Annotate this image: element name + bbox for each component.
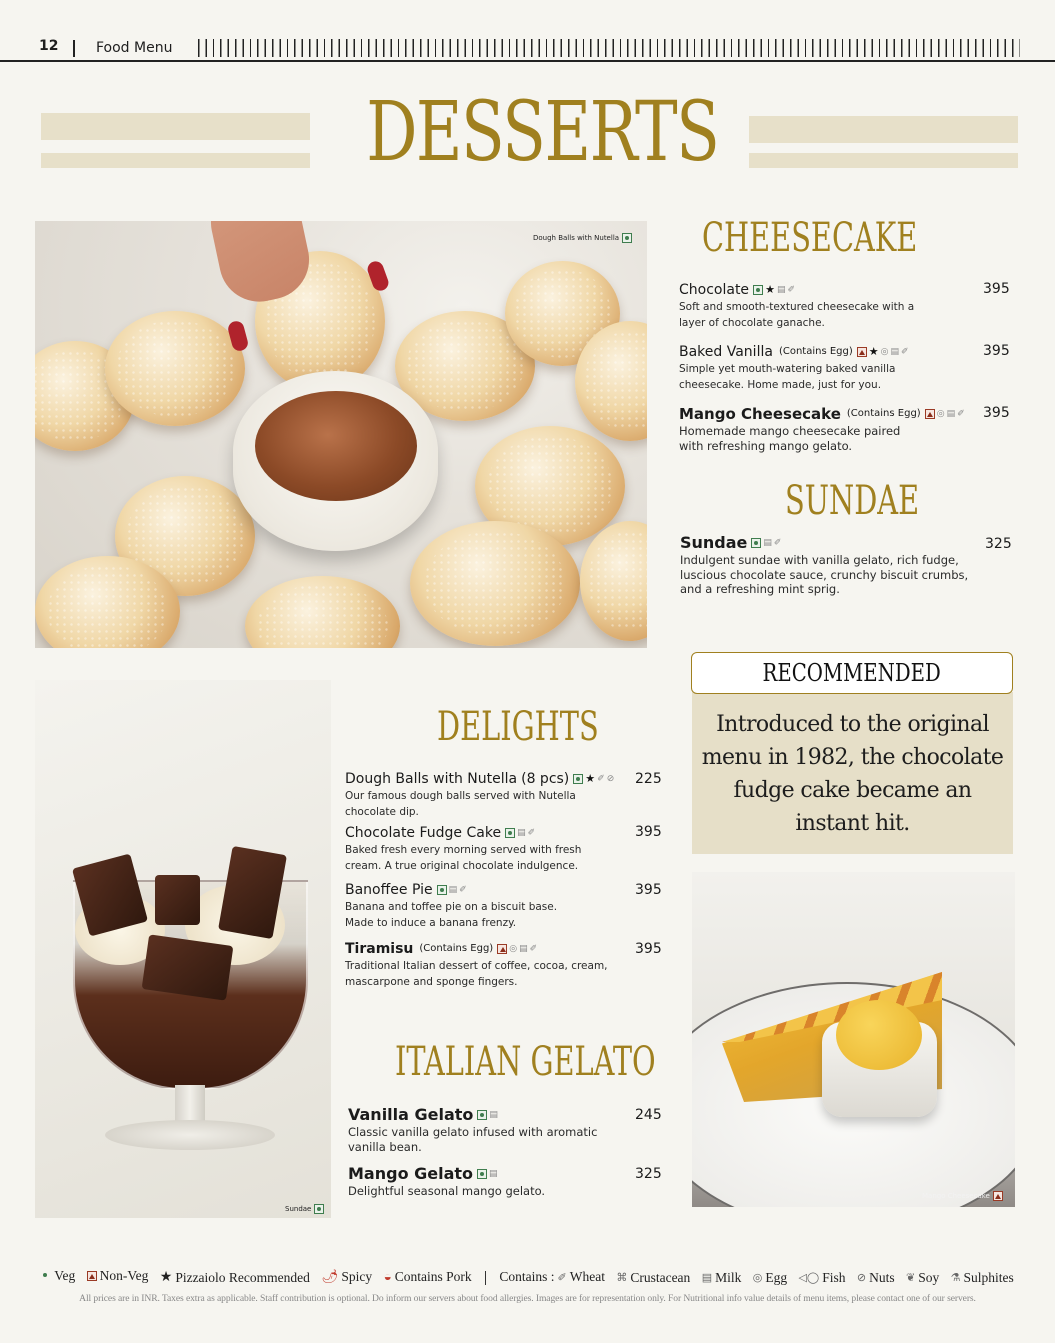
item-price: 395 xyxy=(983,281,1010,297)
wheat-icon: ✐ xyxy=(787,285,795,295)
title-bar-right-top xyxy=(749,116,1018,143)
item-description: Baked fresh every morning served with fresh cream. A true original chocolate indulgence. xyxy=(345,844,582,872)
milk-icon: ▤ xyxy=(776,285,786,295)
veg-icon xyxy=(437,885,447,895)
nuts-icon: ⊘ xyxy=(856,1272,867,1284)
menu-item xyxy=(345,770,635,820)
item-price: 245 xyxy=(635,1107,662,1123)
veg-icon xyxy=(573,774,583,784)
item-note: (Contains Egg) xyxy=(846,408,921,419)
milk-icon: ▤ xyxy=(517,828,526,838)
mango-cheesecake-photo xyxy=(692,872,1015,1207)
fish-icon: ◁◯ xyxy=(798,1272,820,1284)
legend: Veg Non-Veg ★ Pizzaiolo Recommended 🌶 Spicy ◒ Contains Pork Contains : ✐ Wheat ⌘ Crustacean ▤ Milk ◎ Egg ◁◯ Fish ⊘ Nuts ❦ Soy ⚗ Sulphites xyxy=(0,1268,1055,1286)
egg-icon: ◎ xyxy=(936,409,945,419)
wheat-icon: ✐ xyxy=(529,944,538,954)
item-price: 395 xyxy=(983,405,1010,421)
header-title: Food Menu xyxy=(96,40,173,56)
veg-icon xyxy=(41,1271,51,1281)
sundae-photo xyxy=(35,680,331,1218)
non-veg-icon xyxy=(993,1191,1003,1201)
egg-icon: ◎ xyxy=(752,1272,763,1284)
decorative-ticks xyxy=(198,39,1020,57)
legend-divider xyxy=(485,1271,486,1285)
wheat-icon: ✐ xyxy=(557,1271,567,1284)
nutella-dip xyxy=(233,371,438,551)
milk-icon: ▤ xyxy=(946,409,956,419)
section-title-delights: DELIGHTS xyxy=(437,704,599,750)
item-name: Banoffee Pie xyxy=(345,882,433,898)
item-description: Our famous dough balls served with Nutella chocolate dip. xyxy=(345,790,576,818)
section-title-cheesecake: CHEESECAKE xyxy=(702,215,918,261)
item-name: Dough Balls with Nutella xyxy=(345,771,518,787)
wheat-icon: ✐ xyxy=(527,828,536,838)
item-name: Tiramisu xyxy=(345,941,414,957)
section-title-sundae: SUNDAE xyxy=(785,478,920,524)
menu-item xyxy=(345,940,635,990)
title-bar-right-bottom xyxy=(749,153,1018,168)
menu-item xyxy=(679,281,1009,331)
item-price: 395 xyxy=(983,343,1010,359)
non-veg-icon xyxy=(87,1271,97,1281)
milk-icon: ▤ xyxy=(448,885,458,895)
star-icon: ★ xyxy=(868,345,879,358)
recommended-text: Introduced to the original menu in 1982, the chocolate fudge cake became an instant hit. xyxy=(701,712,1004,836)
veg-icon xyxy=(622,233,632,243)
veg-icon xyxy=(505,828,515,838)
photo-caption: Dough Balls with Nutella xyxy=(533,233,632,243)
veg-icon xyxy=(314,1204,324,1214)
veg-icon xyxy=(753,285,763,295)
crustacean-icon: ⌘ xyxy=(616,1272,628,1284)
page-title: DESSERTS xyxy=(366,85,719,180)
nuts-icon: ⊘ xyxy=(606,774,615,784)
milk-icon: ▤ xyxy=(701,1272,713,1284)
wheat-icon: ✐ xyxy=(459,885,467,895)
item-description: Classic vanilla gelato infused with aromatic vanilla bean. xyxy=(348,1125,598,1154)
wheat-icon: ✐ xyxy=(773,538,782,548)
dough-balls-photo xyxy=(35,221,647,648)
menu-item xyxy=(345,824,635,874)
menu-item xyxy=(345,881,635,931)
item-name: Baked Vanilla xyxy=(679,344,773,360)
star-icon: ★ xyxy=(765,283,775,296)
header-divider xyxy=(73,40,75,57)
page-header xyxy=(0,36,1055,62)
wheat-icon: ✐ xyxy=(901,347,909,357)
item-name: Chocolate xyxy=(679,282,750,298)
item-name: Chocolate Fudge Cake xyxy=(345,825,502,841)
item-description: Traditional Italian dessert of coffee, cocoa, cream, mascarpone and sponge fingers. xyxy=(345,960,608,988)
non-veg-icon xyxy=(497,944,507,954)
item-price: 395 xyxy=(635,882,662,898)
item-price: 225 xyxy=(635,771,662,787)
item-note: (Contains Egg) xyxy=(419,943,494,954)
item-price: 395 xyxy=(635,824,662,840)
item-price: 395 xyxy=(635,941,662,957)
menu-item xyxy=(680,534,1010,597)
non-veg-icon xyxy=(857,347,867,357)
milk-icon: ▤ xyxy=(519,944,528,954)
veg-icon xyxy=(751,538,761,548)
recommended-header xyxy=(691,652,1013,694)
page-number: 12 xyxy=(39,38,59,54)
wheat-icon: ✐ xyxy=(597,774,605,784)
item-description: Banana and toffee pie on a biscuit base. Made to induce a banana frenzy. xyxy=(345,901,558,929)
item-name: Sundae xyxy=(680,533,748,552)
disclaimer: All prices are in INR. Taxes extra as applicable. Staff contribution is optional. Do inform our servers about food allergies. Images are for representation only. For Nutritional info value details of menu items, please contact one of our servers. xyxy=(79,1293,976,1304)
wheat-icon: ✐ xyxy=(957,409,965,419)
menu-item xyxy=(348,1165,638,1199)
item-price: 325 xyxy=(635,1166,662,1182)
milk-icon: ▤ xyxy=(489,1110,498,1120)
star-icon: ★ xyxy=(585,772,596,785)
meat-icon: ◒ xyxy=(383,1269,392,1284)
veg-icon xyxy=(477,1169,487,1179)
section-title-italian-gelato: ITALIAN GELATO xyxy=(395,1039,656,1085)
soy-icon: ❦ xyxy=(906,1272,916,1284)
title-bar-left-top xyxy=(41,113,310,140)
item-description: Soft and smooth-textured cheesecake with a layer of chocolate ganache. xyxy=(679,301,915,329)
milk-icon: ▤ xyxy=(763,538,772,548)
menu-item xyxy=(348,1106,638,1154)
milk-icon: ▤ xyxy=(489,1169,498,1179)
egg-icon: ◎ xyxy=(880,347,889,357)
sulphites-icon: ⚗ xyxy=(950,1272,961,1284)
item-name: Vanilla Gelato xyxy=(348,1105,474,1124)
recommended-title: RECOMMENDED xyxy=(762,659,942,687)
item-description: Homemade mango cheesecake paired with refreshing mango gelato. xyxy=(679,424,901,453)
milk-icon: ▤ xyxy=(890,347,899,357)
menu-item xyxy=(679,343,1009,393)
veg-icon xyxy=(477,1110,487,1120)
item-price: 325 xyxy=(985,536,1012,552)
item-description: Delightful seasonal mango gelato. xyxy=(348,1184,546,1198)
item-name: Mango Gelato xyxy=(348,1164,474,1183)
photo-caption: Sundae xyxy=(285,1204,324,1214)
non-veg-icon xyxy=(925,409,935,419)
item-name: Mango Cheesecake xyxy=(679,405,841,423)
item-description: Indulgent sundae with vanilla gelato, rich fudge, luscious chocolate sauce, crunchy biscuit crumbs, and a refreshing mint sprig. xyxy=(680,553,969,596)
chili-icon: 🌶 xyxy=(321,1269,339,1284)
photo-caption: Mango Cheesecake xyxy=(922,1191,1003,1201)
item-note: (8 pcs) xyxy=(521,771,570,787)
menu-item xyxy=(679,405,1009,454)
egg-icon: ◎ xyxy=(509,944,518,954)
item-note: (Contains Egg) xyxy=(778,346,853,357)
item-description: Simple yet mouth-watering baked vanilla cheesecake. Home made, just for you. xyxy=(679,363,896,391)
star-icon: ★ xyxy=(159,1270,173,1285)
title-bar-left-bottom xyxy=(41,153,310,168)
